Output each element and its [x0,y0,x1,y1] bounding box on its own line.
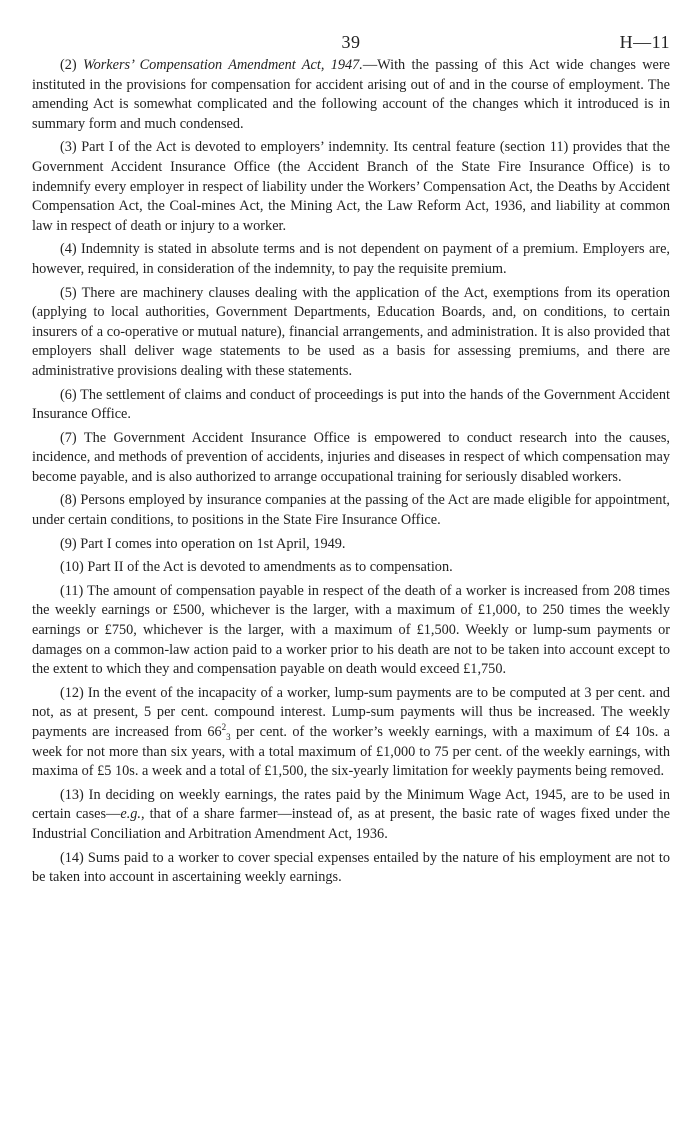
page-reference: H—11 [619,32,670,52]
paragraph-13 [32,786,670,845]
paragraph-2 [32,56,670,134]
act-title: Workers’ Compensation Amendment Act, 1947. [82,57,363,73]
paragraph-13-text-before: (13) In deciding on weekly earnings, the rates paid by the Minimum Wage Act, 1945, are to be used in certain cases— [32,786,670,823]
two-thirds-fraction [222,724,231,740]
paragraph-7: (7) The Government Accident Insurance Office is empowered to conduct research into the causes, incidence, and methods of prevention of accidents, injuries and diseases in respect of which compensation may become payable, and is also authorized to arrange occupational training for seriously disabled workers. [32,429,670,485]
fraction-denominator: 3 [226,731,231,742]
paragraph-12-text-after: per cent. of the worker’s weekly earnings, with a maximum of £4 10s. a week for not more than six years, with a total maximum of £1,000 to 75 per cent. of the weekly earnings, with maxima of £5 10s. a week and a total of £1,500, the six-yearly limitation for weekly payments being removed. [32,724,670,780]
eg-abbreviation: e.g. [120,806,141,823]
paragraph-8: (8) Persons employed by insurance companies at the passing of the Act are made eligible for appointment, under certain conditions, to positions in the State Fire Insurance Office. [32,492,670,529]
paragraph-2-text: —With the passing of this Act wide changes were instituted in the provisions for compensation for accident arising out of and in the course of employment. The amending Act is somewhat complicated and the following account of the changes which it introduced is in summary form and much condensed. [32,57,670,132]
paragraph-4: (4) Indemnity is stated in absolute terms and is not dependent on payment of a premium. Employers are, however, required, in consideration of the indemnity, to pay the requisite premium. [32,241,670,277]
paragraph-14: (14) Sums paid to a worker to cover special expenses entailed by the nature of his employment are not to be taken into account in ascertaining weekly earnings. [32,849,670,886]
document-page [32,0,670,888]
paragraph-5: (5) There are machinery clauses dealing with the application of the Act, exemptions from its operation (applying to local authorities, Government Departments, Education Boards, and, on conditions, to certain insurers of a co-operative or mutual nature), financial arrangements, and administration. It is also provided that employers shall deliver wage statements to be used as a basis for assessing premiums, and there are administrative provisions dealing with these statements. [32,284,670,379]
page-header [32,0,670,56]
paragraph-2-number: (2) [60,57,83,73]
fraction-numerator: 2 [221,722,227,733]
page-number: 39 [341,32,361,52]
body-text [32,56,670,888]
paragraph-12-text-before: (12) In the event of the incapacity of a worker, lump-sum payments are to be computed at 3 per cent. and not, as at present, 5 per cent. compound interest. Lump-sum payments will thus be increased. The weekly payments are increased from 66 [32,684,670,740]
paragraph-13-text-after: , that of a share farmer—instead of, as at present, the basic rate of wages fixed under the Industrial Conciliation and Arbitration Amendment Act, 1936. [32,806,670,842]
paragraph-10: (10) Part II of the Act is devoted to amendments as to compensation. [60,559,453,576]
paragraph-12 [32,684,670,782]
paragraph-3: (3) Part I of the Act is devoted to employers’ indemnity. Its central feature (section 11) provides that the Government Accident Insurance Office (the Accident Branch of the State Fire Insurance Office) is to indemnify every employer in respect of liability under the Workers’ Compensation Act, the Deaths by Accident Compensation Act, the Coal-mines Act, the Mining Act, the Law Reform Act, 1936, and liability at common law in respect of death or injury to a worker. [32,139,670,234]
paragraph-11: (11) The amount of compensation payable in respect of the death of a worker is increased from 208 times the weekly earnings or £500, whichever is the larger, with a maximum of £1,000, to 250 times the weekly earnings or £750, whichever is the larger, with a maximum of £1,500. Weekly or lump-sum payments or damages on a common-law action paid to a worker prior to his death are not to be taken into account except to the extent to which they and compensation payable on death would exceed £1,750. [32,582,670,678]
paragraph-6: (6) The settlement of claims and conduct of proceedings is put into the hands of the Government Accident Insurance Office. [32,386,670,423]
paragraph-9: (9) Part I comes into operation on 1st April, 1949. [60,535,346,552]
